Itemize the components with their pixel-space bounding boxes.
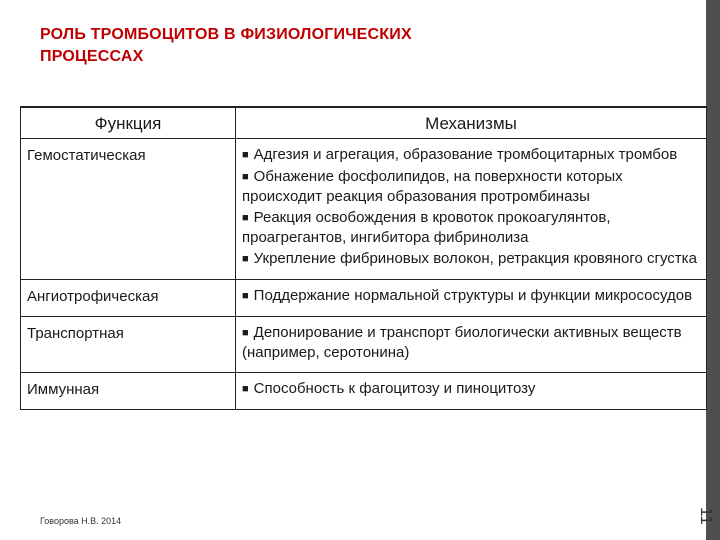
square-bullet-icon: ■ — [242, 327, 249, 339]
table-row — [21, 139, 707, 280]
mechanisms-cell — [236, 280, 707, 317]
functions-table — [20, 106, 707, 410]
header-function: Функция — [21, 107, 236, 139]
footer-author: Говорова Н.В. 2014 — [40, 516, 122, 526]
square-bullet-icon: ■ — [242, 171, 249, 183]
mechanism-item: ■ Укрепление фибриновых волокон, ретракция кровяного сгустка — [242, 250, 697, 267]
slide-title-line-1: РОЛЬ ТРОМБОЦИТОВ В ФИЗИОЛОГИЧЕСКИХ — [40, 26, 412, 43]
slide-title-line-2: ПРОЦЕССАХ — [40, 48, 144, 65]
table-row — [21, 317, 707, 373]
square-bullet-icon: ■ — [242, 149, 249, 161]
function-cell: Транспортная — [21, 317, 236, 373]
table-header-row — [21, 107, 707, 139]
square-bullet-icon: ■ — [242, 212, 249, 224]
mechanisms-cell — [236, 139, 707, 280]
function-cell: Гемостатическая — [21, 139, 236, 280]
mechanisms-cell — [236, 317, 707, 373]
function-cell: Иммунная — [21, 373, 236, 410]
table-row — [21, 373, 707, 410]
right-decorative-bar — [706, 0, 720, 540]
slide-title — [40, 24, 600, 68]
header-mechanisms: Механизмы — [236, 107, 707, 139]
square-bullet-icon: ■ — [242, 383, 249, 395]
mechanism-item: ■ Адгезия и агрегация, образование тромбоцитарных тромбов — [242, 146, 678, 163]
mechanism-item: ■ Способность к фагоцитозу и пиноцитозу — [242, 380, 536, 397]
mechanism-item: ■ Поддержание нормальной структуры и функции микрососудов — [242, 287, 693, 304]
mechanisms-cell — [236, 373, 707, 410]
slide-number: 11 — [697, 507, 716, 525]
function-cell: Ангиотрофическая — [21, 280, 236, 317]
table-row — [21, 280, 707, 317]
mechanism-item: ■ Депонирование и транспорт биологически активных веществ (например, серотонина) — [242, 324, 682, 361]
square-bullet-icon: ■ — [242, 253, 249, 265]
mechanism-item: ■ Обнажение фосфолипидов, на поверхности которых происходит реакция образования протромбиназы — [242, 168, 623, 205]
mechanism-item: ■ Реакция освобождения в кровоток прокоагулянтов, проагрегантов, ингибитора фибринолиза — [242, 209, 611, 246]
square-bullet-icon: ■ — [242, 290, 249, 302]
